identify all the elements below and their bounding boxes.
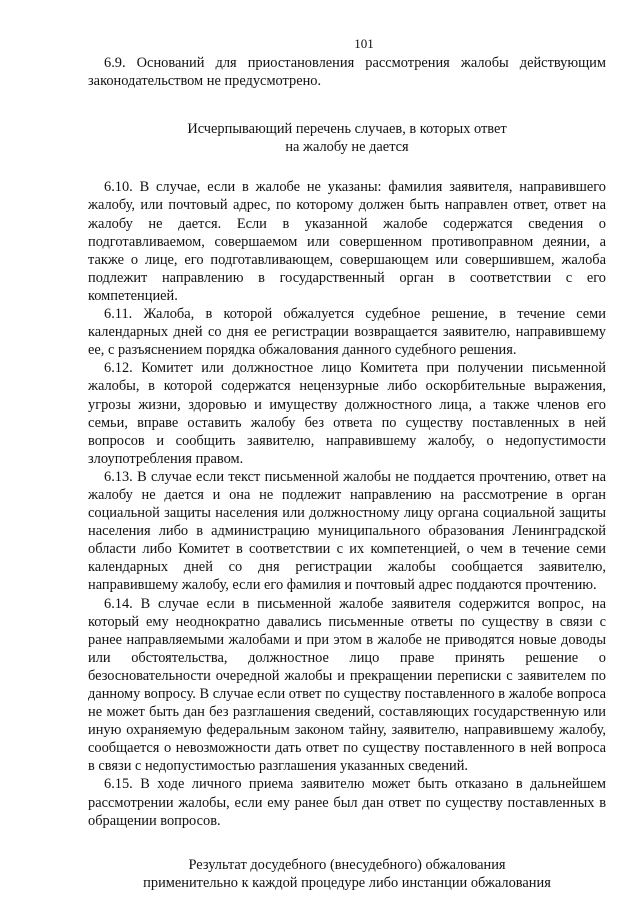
section-heading-appeal-result — [88, 856, 606, 892]
heading-line: Исчерпывающий перечень случаев, в которых ответ — [187, 121, 507, 138]
paragraph-6-13: 6.13. В случае если текст письменной жалобы не поддается прочтению, ответ на жалобу не дается и она не подлежит направлению на рассмотрение в орган социальной защиты населения или должностному лицу органа социальной защиты населения либо в администрацию муниципального образования Ленинградской области либо Комитет в соответствии с их компетенцией, о чем в течение семи календарных дней со дня регистрации жалобы сообщается заявителю, направившему жалобу, если его фамилия и почтовый адрес поддаются прочтению. — [88, 468, 606, 594]
paragraph-6-15: 6.15. В ходе личного приема заявителю может быть отказано в дальнейшем рассмотрении жалобы, если ему ранее был дан ответ по существу поставленных в обращении вопросов. — [88, 776, 606, 829]
heading-line: Результат досудебного (внесудебного) обжалования — [188, 856, 506, 873]
paragraph-6-11: 6.11. Жалоба, в которой обжалуется судебное решение, в течение семи календарных дней со дня ее регистрации возвращается заявителю, направившему ее, с разъяснением порядка обжалования данного судебного решения. — [88, 306, 606, 359]
paragraph-6-14: 6.14. В случае если в письменной жалобе заявителя содержится вопрос, на который ему неоднократно давались письменные ответы по существу в связи с ранее направляемыми жалобами и при этом в жалобе не приводятся новые доводы или обстоятельства, должностное лицо праве принять решение о безосновательности очередной жалобы и прекращении переписки с заявителем по данному вопросу. В случае если ответ по существу поставленного в жалобе вопроса не может быть дан без разглашения сведений, составляющих государственную или иную охраняемую федеральным законом тайну, заявителю, направившему жалобу, сообщается о невозможности дать ответ по существу поставленного в ней вопроса в связи с недопустимостью разглашения указанных сведений. — [88, 595, 606, 775]
page-number: 101 — [354, 36, 374, 51]
paragraph-6-10: 6.10. В случае, если в жалобе не указаны: фамилия заявителя, направившего жалобу, или почтовый адрес, по которому должен быть направлен ответ, ответ на жалобу не дается. Если в указанной жалобе содержатся сведения о подготавливаемом, совершаемом или совершенном противоправном деянии, а также о лице, его подготавливающем, совершающем или совершившем, жалоба подлежит направлению в государственный орган в соответствии с его компетенцией. — [88, 179, 606, 304]
section-heading-refusal-cases — [88, 120, 606, 156]
paragraph-6-9: 6.9. Оснований для приостановления рассмотрения жалобы действующим законодательством не предусмотрено. — [88, 55, 606, 90]
heading-line: на жалобу не дается — [285, 139, 409, 156]
paragraph-6-12: 6.12. Комитет или должностное лицо Комитета при получении письменной жалобы, в которой содержатся нецензурные либо оскорбительные выражения, угрозы жизни, здоровью и имуществу должностного лица, а также членов его семьи, вправе оставить жалобу без ответа по существу поставленных в ней вопросов и сообщить заявителю, направившему жалобу, о недопустимости злоупотребления правом. — [88, 360, 606, 467]
heading-line: применительно к каждой процедуре либо инстанции обжалования — [143, 874, 551, 891]
